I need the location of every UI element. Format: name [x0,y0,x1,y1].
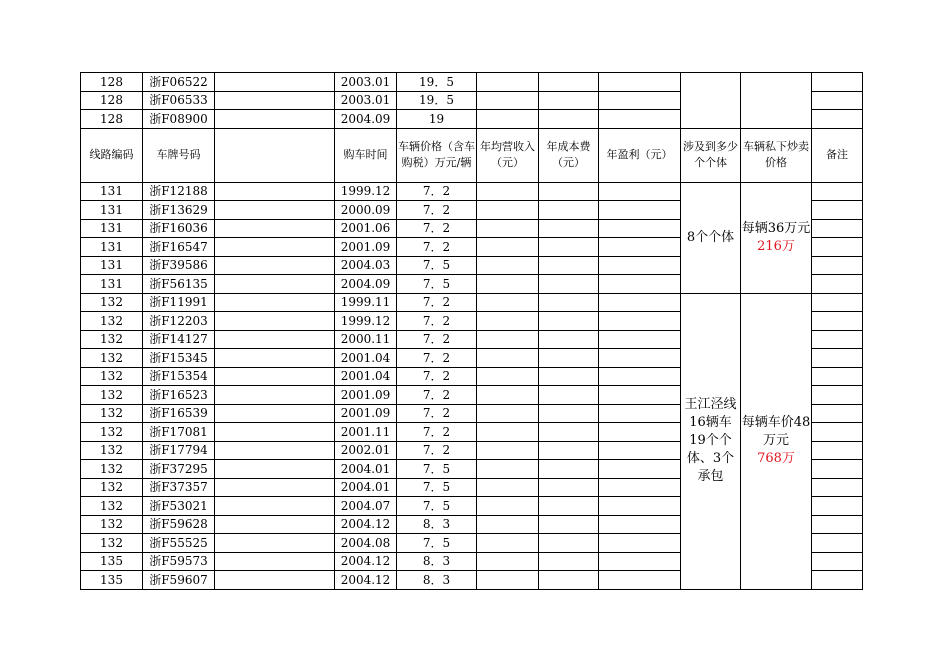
header-price: 车辆价格（含车购税）万元/辆 [397,128,477,182]
plate-cell: 浙F06533 [143,91,215,110]
price-cell: 7．5 [397,275,477,294]
route-cell: 132 [81,515,143,534]
plate-cell: 浙F17081 [143,423,215,442]
note-cell [812,478,863,497]
profit-cell [599,256,681,275]
route-cell: 132 [81,293,143,312]
cost-cell [539,552,599,571]
price-cell: 8．3 [397,552,477,571]
route-cell: 132 [81,367,143,386]
plate-cell: 浙F56135 [143,275,215,294]
purchase-date-cell: 2000.09 [335,201,397,220]
note-cell [812,497,863,516]
cost-cell [539,367,599,386]
plate-cell: 浙F12203 [143,312,215,331]
header-persons: 涉及到多少个个体 [681,128,741,182]
purchase-date-cell: 2004.12 [335,552,397,571]
note-cell [812,386,863,405]
route-cell: 131 [81,182,143,201]
purchase-date-cell: 2004.09 [335,110,397,129]
route-cell: 131 [81,256,143,275]
header-empty [215,128,335,182]
note-cell [812,73,863,92]
persons-cell-empty [681,73,741,129]
revenue-cell [477,256,539,275]
persons-text: 王江泾线16辆车19个个体、3个承包 [684,397,737,484]
private-price-cell-empty [741,73,812,129]
header-route: 线路编码 [81,128,143,182]
plate-cell: 浙F39586 [143,256,215,275]
cost-cell [539,182,599,201]
price-cell: 8．3 [397,515,477,534]
profit-cell [599,367,681,386]
empty-cell [215,515,335,534]
header-note: 备注 [812,128,863,182]
price-cell: 7．5 [397,478,477,497]
empty-cell [215,441,335,460]
persons-text: 8个个体 [686,229,735,245]
header-revenue: 年均营收入（元） [477,128,539,182]
profit-cell [599,552,681,571]
header-date: 购车时间 [335,128,397,182]
route-cell: 135 [81,571,143,590]
profit-cell [599,534,681,553]
purchase-date-cell: 2003.01 [335,91,397,110]
revenue-cell [477,312,539,331]
plate-cell: 浙F16547 [143,238,215,257]
note-cell [812,404,863,423]
price-cell: 7．2 [397,201,477,220]
revenue-cell [477,110,539,129]
route-cell: 132 [81,460,143,479]
cost-cell [539,91,599,110]
revenue-cell [477,293,539,312]
price-cell: 7．2 [397,441,477,460]
price-description: 每辆36万元 [741,220,811,236]
purchase-date-cell: 2004.12 [335,515,397,534]
route-cell: 128 [81,110,143,129]
empty-cell [215,497,335,516]
profit-cell [599,110,681,129]
empty-cell [215,219,335,238]
revenue-cell [477,201,539,220]
profit-cell [599,238,681,257]
route-cell: 132 [81,497,143,516]
empty-cell [215,238,335,257]
revenue-cell [477,552,539,571]
profit-cell [599,91,681,110]
note-cell [812,441,863,460]
note-cell [812,238,863,257]
revenue-cell [477,534,539,553]
private-price-merged-cell [741,182,812,293]
header-profit: 年盈利（元） [599,128,681,182]
route-cell: 131 [81,201,143,220]
price-total: 768万 [757,451,795,466]
private-price-merged-cell [741,293,812,589]
plate-cell: 浙F13629 [143,201,215,220]
route-cell: 132 [81,404,143,423]
revenue-cell [477,515,539,534]
purchase-date-cell: 2001.04 [335,367,397,386]
route-cell: 132 [81,478,143,497]
profit-cell [599,275,681,294]
cost-cell [539,238,599,257]
route-cell: 132 [81,534,143,553]
revenue-cell [477,478,539,497]
header-row [81,128,863,182]
cost-cell [539,497,599,516]
profit-cell [599,312,681,331]
route-cell: 132 [81,423,143,442]
revenue-cell [477,349,539,368]
empty-cell [215,423,335,442]
profit-cell [599,515,681,534]
plate-cell: 浙F11991 [143,293,215,312]
plate-cell: 浙F08900 [143,110,215,129]
profit-cell [599,478,681,497]
price-cell: 7．2 [397,312,477,331]
empty-cell [215,182,335,201]
price-cell: 7．2 [397,293,477,312]
cost-cell [539,219,599,238]
cost-cell [539,349,599,368]
profit-cell [599,460,681,479]
empty-cell [215,552,335,571]
empty-cell [215,256,335,275]
purchase-date-cell: 2000.11 [335,330,397,349]
purchase-date-cell: 2004.03 [335,256,397,275]
plate-cell: 浙F37357 [143,478,215,497]
price-cell: 7．2 [397,219,477,238]
purchase-date-cell: 1999.12 [335,312,397,331]
note-cell [812,367,863,386]
note-cell [812,330,863,349]
empty-cell [215,478,335,497]
profit-cell [599,349,681,368]
note-cell [812,460,863,479]
price-cell: 7．2 [397,349,477,368]
plate-cell: 浙F59607 [143,571,215,590]
plate-cell: 浙F55525 [143,534,215,553]
route-cell: 131 [81,238,143,257]
purchase-date-cell: 2004.08 [335,534,397,553]
plate-cell: 浙F16539 [143,404,215,423]
cost-cell [539,404,599,423]
revenue-cell [477,571,539,590]
plate-cell: 浙F16036 [143,219,215,238]
plate-cell: 浙F16523 [143,386,215,405]
plate-cell: 浙F14127 [143,330,215,349]
purchase-date-cell: 2004.07 [335,497,397,516]
revenue-cell [477,404,539,423]
plate-cell: 浙F15345 [143,349,215,368]
profit-cell [599,441,681,460]
cost-cell [539,330,599,349]
empty-cell [215,293,335,312]
header-private-price: 车辆私下炒卖价格 [741,128,812,182]
plate-cell: 浙F37295 [143,460,215,479]
plate-cell: 浙F59628 [143,515,215,534]
plate-cell: 浙F06522 [143,73,215,92]
cost-cell [539,110,599,129]
cost-cell [539,73,599,92]
spreadsheet [80,72,863,590]
revenue-cell [477,91,539,110]
profit-cell [599,201,681,220]
empty-cell [215,349,335,368]
price-cell: 7．5 [397,256,477,275]
table-row [81,293,863,312]
revenue-cell [477,386,539,405]
note-cell [812,293,863,312]
profit-cell [599,571,681,590]
empty-cell [215,275,335,294]
empty-cell [215,534,335,553]
cost-cell [539,312,599,331]
purchase-date-cell: 1999.12 [335,182,397,201]
revenue-cell [477,238,539,257]
profit-cell [599,293,681,312]
note-cell [812,515,863,534]
empty-cell [215,367,335,386]
cost-cell [539,460,599,479]
price-cell: 7．5 [397,460,477,479]
price-cell: 7．5 [397,534,477,553]
vehicle-table [80,72,863,590]
route-cell: 132 [81,386,143,405]
revenue-cell [477,423,539,442]
table-row [81,73,863,92]
revenue-cell [477,330,539,349]
price-cell: 7．2 [397,423,477,442]
route-cell: 132 [81,312,143,331]
plate-cell: 浙F12188 [143,182,215,201]
purchase-date-cell: 1999.11 [335,293,397,312]
note-cell [812,552,863,571]
empty-cell [215,201,335,220]
header-plate: 车牌号码 [143,128,215,182]
note-cell [812,349,863,368]
purchase-date-cell: 2004.01 [335,460,397,479]
note-cell [812,312,863,331]
purchase-date-cell: 2003.01 [335,73,397,92]
route-cell: 131 [81,275,143,294]
cost-cell [539,201,599,220]
price-cell: 7．2 [397,238,477,257]
price-cell: 7．2 [397,386,477,405]
purchase-date-cell: 2001.09 [335,238,397,257]
price-cell: 7．2 [397,182,477,201]
price-cell: 19 [397,110,477,129]
plate-cell: 浙F15354 [143,367,215,386]
profit-cell [599,423,681,442]
table-row [81,182,863,201]
empty-cell [215,460,335,479]
profit-cell [599,73,681,92]
profit-cell [599,497,681,516]
price-total: 216万 [757,238,795,254]
price-cell: 19．5 [397,73,477,92]
note-cell [812,256,863,275]
note-cell [812,201,863,220]
price-cell: 8．3 [397,571,477,590]
route-cell: 132 [81,441,143,460]
note-cell [812,571,863,590]
route-cell: 128 [81,91,143,110]
persons-merged-cell [681,293,741,589]
route-cell: 131 [81,219,143,238]
profit-cell [599,386,681,405]
note-cell [812,423,863,442]
profit-cell [599,219,681,238]
purchase-date-cell: 2001.04 [335,349,397,368]
price-cell: 7．2 [397,367,477,386]
empty-cell [215,386,335,405]
revenue-cell [477,182,539,201]
revenue-cell [477,441,539,460]
profit-cell [599,404,681,423]
cost-cell [539,571,599,590]
purchase-date-cell: 2001.09 [335,386,397,405]
route-cell: 132 [81,330,143,349]
purchase-date-cell: 2002.01 [335,441,397,460]
cost-cell [539,534,599,553]
empty-cell [215,91,335,110]
revenue-cell [477,497,539,516]
persons-merged-cell [681,182,741,293]
note-cell [812,182,863,201]
plate-cell: 浙F53021 [143,497,215,516]
profit-cell [599,182,681,201]
price-cell: 7．2 [397,404,477,423]
revenue-cell [477,460,539,479]
revenue-cell [477,367,539,386]
plate-cell: 浙F59573 [143,552,215,571]
empty-cell [215,404,335,423]
empty-cell [215,110,335,129]
note-cell [812,110,863,129]
cost-cell [539,478,599,497]
profit-cell [599,330,681,349]
price-cell: 7．2 [397,330,477,349]
note-cell [812,275,863,294]
purchase-date-cell: 2001.11 [335,423,397,442]
route-cell: 135 [81,552,143,571]
empty-cell [215,330,335,349]
note-cell [812,534,863,553]
note-cell [812,219,863,238]
price-description: 每辆车价48万元 [741,415,811,448]
revenue-cell [477,275,539,294]
purchase-date-cell: 2004.09 [335,275,397,294]
plate-cell: 浙F17794 [143,441,215,460]
cost-cell [539,423,599,442]
cost-cell [539,515,599,534]
empty-cell [215,312,335,331]
header-cost: 年成本费（元） [539,128,599,182]
purchase-date-cell: 2001.09 [335,404,397,423]
purchase-date-cell: 2004.01 [335,478,397,497]
cost-cell [539,275,599,294]
revenue-cell [477,73,539,92]
cost-cell [539,256,599,275]
price-cell: 7．5 [397,497,477,516]
purchase-date-cell: 2004.12 [335,571,397,590]
note-cell [812,91,863,110]
cost-cell [539,293,599,312]
price-cell: 19．5 [397,91,477,110]
route-cell: 132 [81,349,143,368]
empty-cell [215,571,335,590]
revenue-cell [477,219,539,238]
cost-cell [539,441,599,460]
cost-cell [539,386,599,405]
empty-cell [215,73,335,92]
route-cell: 128 [81,73,143,92]
purchase-date-cell: 2001.06 [335,219,397,238]
